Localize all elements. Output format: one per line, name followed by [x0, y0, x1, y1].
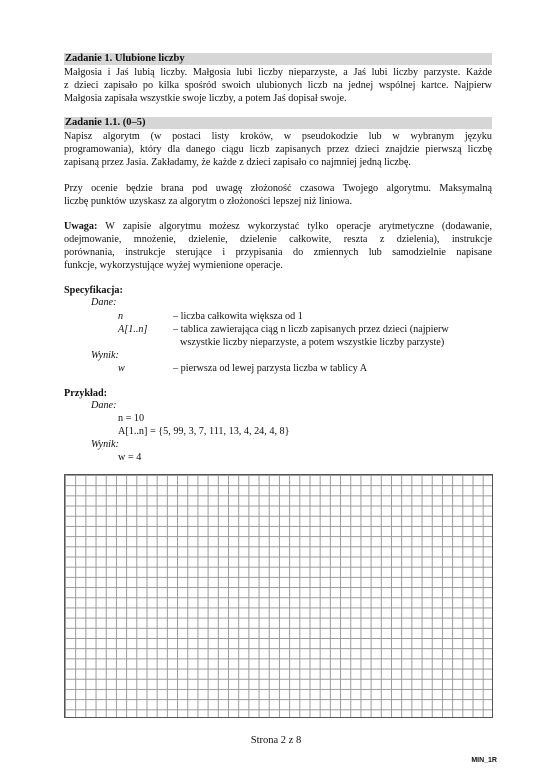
task11-note-line-2: odejmowanie, mnożenie, dzielenie, dzielenie całkowite, reszta z dzielenia), instrukcje: [64, 234, 492, 245]
note-text-1: W zapisie algorytmu możesz wykorzystać tylko operacje arytmetyczne (dodawanie,: [97, 221, 492, 232]
task11-p1-line-3: zapisaną przez Jasia. Zakładamy, że każde z dzieci zapisało co najmniej jedną liczbę.: [64, 157, 411, 168]
task11-p2-line-1: Przy ocenie będzie brana pod uwagę złożoność czasowa Twojego algorytmu. Maksymalną: [64, 183, 492, 194]
example-result-label: Wynik:: [91, 439, 119, 450]
spec-n-var: n: [118, 311, 124, 322]
example-n-line: n = 10: [118, 413, 145, 424]
spec-a-desc-2: wszystkie liczby nieparzyste, a potem wszystkie liczby parzyste): [180, 337, 445, 348]
task1-header: Zadanie 1. Ulubione liczby: [64, 53, 492, 65]
task11-p2-line-2: liczbę punktów uzyskasz za algorytm o złożoności lepszej niż liniowa.: [64, 196, 352, 207]
task1-text: [64, 66, 492, 105]
spec-a-desc-1: – tablica zawierająca ciąg n liczb zapisanych przez dzieci (najpierw: [173, 324, 449, 335]
task11-p1-line-2: programowania), który dla danego ciągu liczb zapisanych przez dzieci znajdzie pierwszą liczbę: [64, 144, 492, 155]
spec-title: Specyfikacja:: [64, 285, 123, 296]
task11-paragraph-2: [64, 182, 492, 208]
answer-grid[interactable]: [64, 474, 493, 718]
task11-p1-line-1: Napisz algorytm (w postaci listy kroków, w pseudokodzie lub w wybranym języku: [64, 131, 492, 142]
task1-line-3: Małgosia zapisała wszystkie swoje liczby, a potem Jaś dopisał swoje.: [64, 93, 347, 104]
page-number: Strona 2 z 8: [250, 735, 302, 746]
spec-result-label: Wynik:: [91, 350, 119, 361]
exam-code: MIN_1R: [471, 757, 497, 764]
example-given-label: Dane:: [91, 400, 117, 411]
spec-w-var: w: [118, 363, 125, 374]
note-label: Uwaga:: [64, 221, 98, 232]
task11-note: [64, 220, 492, 272]
task11-paragraph-1: [64, 130, 492, 169]
example-w-line: w = 4: [118, 452, 142, 463]
spec-w-desc: – pierwsza od lewej parzysta liczba w tablicy A: [173, 363, 368, 374]
task11-note-line-3: porównania, instrukcje sterujące i przypisania do zmiennych lub samodzielnie napisane: [64, 247, 492, 258]
spec-a-var: A[1..n]: [118, 324, 148, 335]
task1-line-2: z dzieci zapisało po kilka spośród swoich ulubionych liczb na jednej wspólnej kartce. Najpierw: [64, 80, 492, 91]
example-a-line: A[1..n] = {5, 99, 3, 7, 111, 13, 4, 24, 4, 8}: [118, 426, 290, 437]
example-title: Przykład:: [64, 388, 108, 399]
spec-n-desc: – liczba całkowita większa od 1: [173, 311, 303, 322]
spec-given-label: Dane:: [91, 297, 117, 308]
task11-note-line-1: [64, 220, 492, 233]
task11-note-line-4: funkcje, wykorzystujące wyżej wymienione operacje.: [64, 260, 283, 271]
task11-header: Zadanie 1.1. (0–5): [64, 117, 492, 129]
task1-line-1: Małgosia i Jaś lubią liczby. Małgosia lubi liczby nieparzyste, a Jaś lubi liczby parzyste. Każde: [64, 67, 492, 78]
